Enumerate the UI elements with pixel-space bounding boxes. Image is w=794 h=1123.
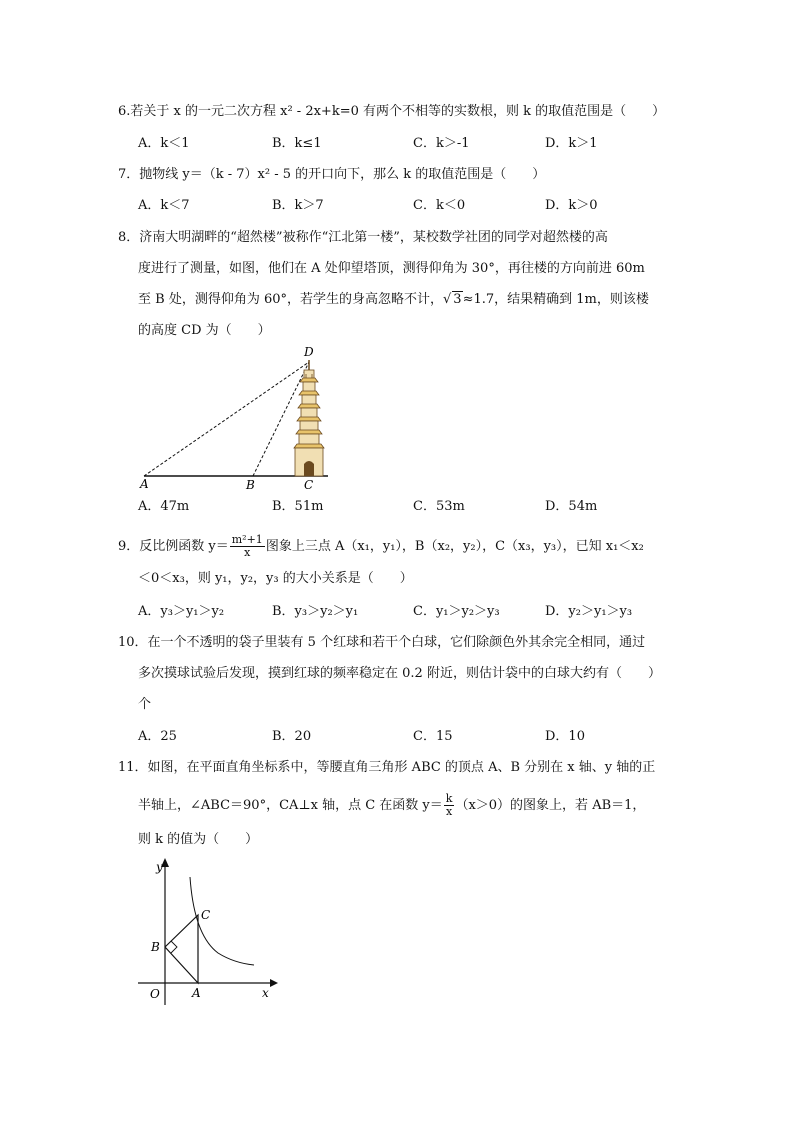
q9-option-b: B．y₃＞y₂＞y₁	[272, 604, 359, 619]
label-c: C	[201, 908, 211, 922]
q11-line-2b: （x＞0）的图象上，若 AB＝1，	[455, 798, 646, 813]
label-b: B	[246, 478, 255, 492]
q11-line-1: 11．如图，在平面直角坐标系中，等腰直角三角形 ABC 的顶点 A、B 分别在 x 轴、y 轴的正	[118, 760, 656, 775]
q10-line-2: 多次摸球试验后发现，摸到红球的频率稳定在 0.2 附近，则估计袋中的白球大约有（ ）	[138, 666, 661, 681]
q7-option-d: D．k＞0	[545, 198, 598, 213]
q7-stem: 7．抛物线 y＝（k - 7）x² - 5 的开口向下，那么 k 的取值范围是（ ）	[118, 167, 546, 182]
q11-frac-num: k	[445, 792, 453, 805]
pagoda-icon	[294, 360, 324, 476]
q11-figure-coordinate	[130, 855, 280, 1005]
q11-line-3: 则 k 的值为（ ）	[138, 832, 259, 847]
label-c: C	[304, 478, 314, 492]
q11-frac-den: x	[446, 805, 453, 818]
q9-frac-den: x	[244, 546, 251, 559]
q9-line-1a: 9．反比例函数 y＝	[118, 539, 229, 554]
q11-line-2a: 半轴上，∠ABC＝90°，CA⊥x 轴，点 C 在函数 y＝	[138, 798, 443, 813]
sqrt-radicand: 3	[453, 292, 462, 307]
q9-fraction	[230, 534, 265, 559]
q9-option-c: C．y₁＞y₂＞y₃	[413, 604, 500, 619]
label-a: A	[192, 986, 201, 1000]
q7-option-a: A．k＜7	[138, 198, 190, 213]
label-y: y	[156, 860, 163, 874]
q9-line-1b: 图象上三点 A（x₁，y₁），B（x₂，y₂），C（x₃，y₃），已知 x₁＜x₂	[265, 539, 644, 554]
q9-line-2: ＜0＜x₃，则 y₁，y₂，y₃ 的大小关系是（ ）	[138, 571, 413, 586]
q6-option-b: B．k≤1	[272, 136, 322, 151]
triangle-abc	[165, 915, 198, 983]
q8-figure-tower	[132, 340, 342, 492]
label-x: x	[262, 986, 269, 1000]
q8-line-4: 的高度 CD 为（ ）	[138, 323, 271, 338]
q10-option-d: D．10	[545, 729, 585, 744]
q7-option-c: C．k＜0	[413, 198, 466, 213]
q10-line-3: 个	[138, 697, 152, 712]
q11-fraction	[444, 793, 455, 818]
q10-line-1: 10．在一个不透明的袋子里装有 5 个红球和若干个白球，它们除颜色外其余完全相同，通过	[118, 635, 646, 650]
q10-option-a: A．25	[138, 729, 177, 744]
x-axis-arrow-icon	[270, 979, 278, 987]
q9-frac-num: m²+1	[231, 533, 263, 546]
q10-option-c: C．15	[413, 729, 453, 744]
label-o: O	[150, 987, 160, 1001]
q9-option-d: D．y₂＞y₁＞y₃	[545, 604, 633, 619]
hyperbola-curve	[190, 877, 254, 965]
label-d: D	[304, 345, 314, 359]
q9-line-1	[118, 534, 644, 559]
q8-line-1: 8．济南大明湖畔的“超然楼”被称作“江北第一楼”，某校数学社团的同学对超然楼的高	[118, 230, 608, 245]
q8-option-a: A．47m	[138, 499, 190, 514]
label-a: A	[140, 477, 149, 491]
q8-line-3	[138, 291, 649, 309]
q8-line-2: 度进行了测量，如图，他们在 A 处仰望塔顶，测得仰角为 30°，再往楼的方向前进 60m	[138, 261, 645, 276]
label-b: B	[151, 940, 160, 954]
right-angle-mark	[171, 941, 177, 953]
q8-option-c: C．53m	[413, 499, 465, 514]
q11-line-2	[138, 793, 645, 818]
q7-option-b: B．k＞7	[272, 198, 324, 213]
q6-option-c: C．k＞-1	[413, 136, 470, 151]
q6-stem: 6.若关于 x 的一元二次方程 x² - 2x+k=0 有两个不相等的实数根，则 k 的取值范围是（ ）	[118, 104, 666, 119]
sight-line-a	[144, 362, 309, 476]
sqrt-symbol: √	[443, 292, 452, 307]
q6-option-a: A．k＜1	[138, 136, 190, 151]
q8-line-3a: 至 B 处，测得仰角为 60°，若学生的身高忽略不计，	[138, 292, 443, 307]
q8-option-b: B．51m	[272, 499, 324, 514]
q8-line-3b: ≈1.7，结果精确到 1m，则该楼	[462, 292, 649, 307]
q6-option-d: D．k＞1	[545, 136, 598, 151]
q9-option-a: A．y₃＞y₁＞y₂	[138, 604, 225, 619]
q8-option-d: D．54m	[545, 499, 598, 514]
q10-option-b: B．20	[272, 729, 312, 744]
